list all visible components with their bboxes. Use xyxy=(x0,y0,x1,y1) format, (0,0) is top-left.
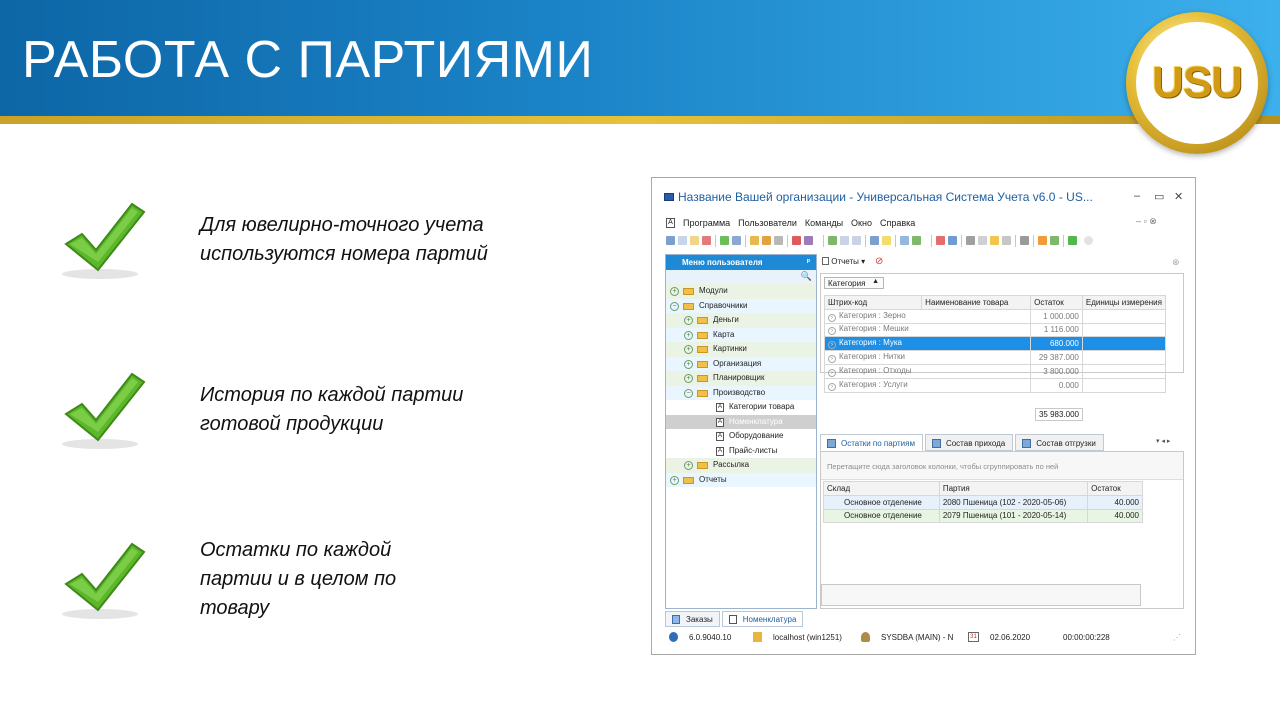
toolbar-play-icon[interactable] xyxy=(1068,236,1077,245)
column-batch[interactable]: Партия xyxy=(939,482,1087,496)
reports-button[interactable]: Отчеты ▾ xyxy=(822,257,865,266)
category-balance: 680.000 xyxy=(1031,337,1083,351)
pin-icon[interactable]: ᵖ xyxy=(806,257,810,266)
category-balance: 3 800.000 xyxy=(1031,364,1083,378)
folder-icon xyxy=(697,361,708,368)
calendar-icon: 31 xyxy=(968,632,979,642)
toolbar-filter-icon[interactable] xyxy=(750,236,759,245)
user-icon xyxy=(861,632,870,642)
close-button[interactable]: ✕ xyxy=(1174,191,1184,203)
grid-icon xyxy=(1022,439,1031,448)
folder-icon xyxy=(697,462,708,469)
toolbar-clock-icon[interactable] xyxy=(1002,236,1011,245)
grid-icon xyxy=(827,439,836,448)
expand-icon[interactable]: + xyxy=(684,316,693,325)
status-version: 6.0.9040.10 xyxy=(689,633,732,642)
slide-title: РАБОТА С ПАРТИЯМИ xyxy=(22,31,594,89)
expand-icon[interactable]: + xyxy=(684,331,693,340)
sidebar-item-label: Картинки xyxy=(713,344,747,353)
folder-icon xyxy=(697,317,708,324)
batch-qty: 40.000 xyxy=(1088,495,1143,509)
header-gold-stripe xyxy=(0,116,1280,124)
column-units[interactable]: Единицы измерения xyxy=(1082,296,1165,310)
expand-icon[interactable]: › xyxy=(828,383,836,391)
group-by-combo[interactable]: Категория ▲ xyxy=(824,277,884,289)
expand-icon[interactable]: + xyxy=(684,461,693,470)
sidebar-item[interactable] xyxy=(666,458,816,473)
batch-batch: 2079 Пшеница (101 - 2020-05-14) xyxy=(939,509,1087,523)
category-label: Категория : Услуги xyxy=(839,379,908,389)
category-label: Категория : Мука xyxy=(839,338,902,348)
folder-icon xyxy=(683,288,694,295)
document-icon: A xyxy=(717,404,722,410)
sidebar-item[interactable] xyxy=(666,415,816,430)
expand-icon[interactable]: › xyxy=(828,355,836,363)
sidebar-item-label: Оборудование xyxy=(729,431,784,440)
toolbar-close-icon[interactable] xyxy=(1084,236,1093,245)
sidebar-item[interactable] xyxy=(666,284,816,299)
sidebar-tabs xyxy=(665,611,803,627)
batch-warehouse: Основное отделение xyxy=(824,495,940,509)
toolbar-delete-icon[interactable] xyxy=(702,236,711,245)
sidebar-item[interactable] xyxy=(666,386,816,401)
expand-icon[interactable]: › xyxy=(828,314,836,322)
toolbar-edit-icon[interactable] xyxy=(690,236,699,245)
toolbar-excel-icon[interactable] xyxy=(912,236,921,245)
category-row[interactable] xyxy=(825,323,1166,337)
column-balance[interactable]: Остаток xyxy=(1031,296,1083,310)
folder-icon xyxy=(697,346,708,353)
sidebar-item[interactable] xyxy=(666,429,816,444)
category-row[interactable] xyxy=(825,378,1166,392)
minimize-button[interactable]: – xyxy=(1134,190,1141,202)
toolbar-note-icon[interactable] xyxy=(882,236,891,245)
user-menu-header: Меню пользователя ᵖ xyxy=(666,255,816,270)
toolbar-new-icon[interactable] xyxy=(666,236,675,245)
tab-navigation[interactable]: ▾ ◂ ▸ xyxy=(1156,438,1171,445)
document-icon: A xyxy=(717,447,722,454)
menu-users[interactable]: Пользователи xyxy=(738,218,797,228)
sidebar-item[interactable] xyxy=(666,299,816,314)
toolbar-refresh-icon[interactable] xyxy=(720,236,729,245)
category-label: Категория : Мешки xyxy=(839,324,909,334)
sidebar-item[interactable] xyxy=(666,371,816,386)
logo-text: USU xyxy=(1152,58,1242,107)
sidebar-item-label: Справочники xyxy=(699,300,748,310)
search-icon[interactable]: 🔍 xyxy=(800,271,812,281)
toolbar-rss-icon[interactable] xyxy=(1038,236,1047,245)
sidebar-item[interactable] xyxy=(666,313,816,328)
chevron-up-icon: ▲ xyxy=(872,278,879,285)
mdi-window-controls[interactable]: – ▫ ⊗ xyxy=(1136,216,1157,226)
batch-row[interactable] xyxy=(824,495,1143,509)
menu-window[interactable]: Окно xyxy=(851,218,872,228)
checkmark-icon xyxy=(56,538,148,622)
stop-icon[interactable]: ⊘ xyxy=(875,256,884,267)
batch-batch: 2080 Пшеница (102 - 2020-05-06) xyxy=(939,495,1087,509)
toolbar-settings-icon[interactable] xyxy=(1020,236,1029,245)
checkmark-icon xyxy=(56,198,148,282)
batch-qty: 40.000 xyxy=(1088,509,1143,523)
document-icon: A xyxy=(717,418,722,425)
sidebar-item-label: Модули xyxy=(699,286,728,295)
expand-icon[interactable]: + xyxy=(670,287,679,296)
menu-bar xyxy=(666,216,915,230)
expand-icon[interactable]: + xyxy=(684,345,693,354)
folder-icon xyxy=(683,303,694,310)
menu-help[interactable]: Справка xyxy=(879,218,916,228)
toolbar-calendar-icon[interactable] xyxy=(936,236,945,245)
sidebar-item[interactable] xyxy=(666,342,816,357)
category-grid xyxy=(824,295,1166,393)
sidebar-item[interactable] xyxy=(666,357,816,372)
category-balance: 29 387.000 xyxy=(1031,351,1083,365)
sidebar-item[interactable] xyxy=(666,444,816,459)
category-balance: 1 000.000 xyxy=(1031,309,1083,323)
bullet-text-1: Для ювелирно-точного учета используются номера партий xyxy=(200,214,488,265)
category-row[interactable] xyxy=(825,364,1166,378)
user-menu-panel xyxy=(665,254,817,609)
grid-icon xyxy=(932,439,941,448)
app-icon xyxy=(664,193,674,201)
toolbar-image-icon[interactable] xyxy=(804,236,813,245)
sidebar-item-label: Категории товара xyxy=(729,402,795,411)
sidebar-item-label: Номенклатура xyxy=(729,416,783,426)
sidebar-item-label: Рассылка xyxy=(713,460,750,469)
folder-icon xyxy=(697,390,708,397)
folder-icon xyxy=(697,375,708,382)
toolbar-add-icon[interactable] xyxy=(870,236,879,245)
category-label: Категория : Зерно xyxy=(839,310,906,320)
expand-icon[interactable]: + xyxy=(684,374,693,383)
menu-search-bar[interactable] xyxy=(666,270,816,284)
toolbar xyxy=(666,234,1186,248)
expand-icon[interactable]: › xyxy=(828,327,836,335)
status-server: localhost (win1251) xyxy=(773,633,842,642)
close-panel-icon[interactable]: ⊗ xyxy=(1172,257,1180,267)
tab-nomenclature[interactable]: Номенклатура xyxy=(722,611,804,627)
sidebar-item-label: Отчеты xyxy=(699,474,727,484)
usu-logo xyxy=(1126,12,1268,154)
status-user: SYSDBA (MAIN) - N xyxy=(881,633,954,642)
column-product-name[interactable]: Наименование товара xyxy=(922,296,1031,310)
tab-shipment-contents[interactable]: Состав отгрузки xyxy=(1015,434,1104,451)
batch-grid xyxy=(823,481,1143,523)
document-icon: A xyxy=(666,218,675,228)
tab-batch-balances[interactable]: Остатки по партиям xyxy=(820,434,923,451)
category-grid-area xyxy=(820,273,1184,390)
total-balance: 35 983.000 xyxy=(1035,408,1083,421)
sidebar-item-label: Прайс-листы xyxy=(729,445,778,455)
menu-program[interactable]: Программа xyxy=(683,218,731,228)
category-row[interactable] xyxy=(825,309,1166,323)
expand-icon[interactable]: › xyxy=(828,341,836,349)
document-icon: A xyxy=(717,433,722,439)
toolbar-flag-icon[interactable] xyxy=(792,236,801,245)
sidebar-item-label: Производство xyxy=(713,387,766,397)
column-batch-balance[interactable]: Остаток xyxy=(1088,482,1143,496)
collapse-icon[interactable]: − xyxy=(684,389,693,398)
checkmark-icon xyxy=(56,368,148,452)
toolbar-clear-filter-icon[interactable] xyxy=(774,236,783,245)
maximize-button[interactable]: ▭ xyxy=(1154,191,1165,203)
toolbar-bulb-icon[interactable] xyxy=(990,236,999,245)
menu-commands[interactable]: Команды xyxy=(804,218,844,228)
column-barcode[interactable]: Штрих-код xyxy=(825,296,922,310)
toolbar-print-icon[interactable] xyxy=(966,236,975,245)
category-label: Категория : Нитки xyxy=(839,352,905,362)
resize-grip-icon[interactable]: ⋰ xyxy=(1173,633,1181,642)
category-row[interactable] xyxy=(825,337,1166,351)
toolbar-search-icon[interactable] xyxy=(732,236,741,245)
category-row[interactable] xyxy=(825,351,1166,365)
expand-icon[interactable]: + xyxy=(670,476,679,485)
expand-icon[interactable]: + xyxy=(684,360,693,369)
database-icon xyxy=(753,632,762,642)
sidebar-item-label: Деньги xyxy=(713,315,739,324)
toolbar-monitor-icon[interactable] xyxy=(948,236,957,245)
batch-warehouse: Основное отделение xyxy=(824,509,940,523)
toolbar-filter-row-icon[interactable] xyxy=(762,236,771,245)
sidebar-item[interactable] xyxy=(666,328,816,343)
menu-tree xyxy=(666,284,816,487)
status-timer: 00:00:00:228 xyxy=(1063,633,1110,642)
sidebar-item[interactable] xyxy=(666,400,816,415)
sidebar-item-label: Планировщик xyxy=(713,373,765,382)
column-warehouse[interactable]: Склад xyxy=(824,482,940,496)
expand-icon[interactable]: › xyxy=(828,369,836,377)
category-balance: 1 116.000 xyxy=(1031,323,1083,337)
batch-row[interactable] xyxy=(824,509,1143,523)
toolbar-disabled-icon[interactable] xyxy=(978,236,987,245)
toolbar-users-icon[interactable] xyxy=(1050,236,1059,245)
sidebar-item[interactable] xyxy=(666,473,816,488)
bullet-text-3: Остатки по каждой партии и в целом по товару xyxy=(200,539,397,619)
collapse-icon[interactable]: − xyxy=(670,302,679,311)
window-title: Название Вашей организации - Универсальная Система Учета v6.0 - US... xyxy=(678,190,1093,204)
tab-receipt-contents[interactable]: Состав прихода xyxy=(925,434,1013,451)
toolbar-export-icon[interactable] xyxy=(828,236,837,245)
sidebar-item-label: Карта xyxy=(713,329,735,339)
folder-icon xyxy=(683,477,694,484)
category-label: Категория : Отходы xyxy=(839,365,912,375)
folder-icon xyxy=(697,332,708,339)
batch-grid-area xyxy=(820,451,1184,609)
sidebar-item-label: Организация xyxy=(713,358,762,368)
toolbar-copy-icon[interactable] xyxy=(678,236,687,245)
lower-tabs xyxy=(820,434,1104,451)
status-date: 02.06.2020 xyxy=(990,633,1031,642)
nomenclature-panel xyxy=(820,254,1186,609)
status-bar xyxy=(665,630,1185,646)
orders-icon xyxy=(672,615,680,624)
toolbar-expand-icon[interactable] xyxy=(852,236,861,245)
info-icon xyxy=(669,632,678,642)
toolbar-window-icon[interactable] xyxy=(900,236,909,245)
tab-orders[interactable]: Заказы xyxy=(665,611,720,627)
document-icon xyxy=(729,615,737,624)
batch-footer xyxy=(821,584,1141,606)
group-by-hint: Перетащите сюда заголовок колонки, чтобы сгруппировать по ней xyxy=(821,452,1183,480)
app-window xyxy=(651,177,1196,655)
bullet-text-2: История по каждой партии готовой продукции xyxy=(200,384,464,435)
report-icon xyxy=(822,257,829,265)
toolbar-collapse-icon[interactable] xyxy=(840,236,849,245)
category-balance: 0.000 xyxy=(1031,378,1083,392)
window-titlebar xyxy=(652,178,1195,214)
